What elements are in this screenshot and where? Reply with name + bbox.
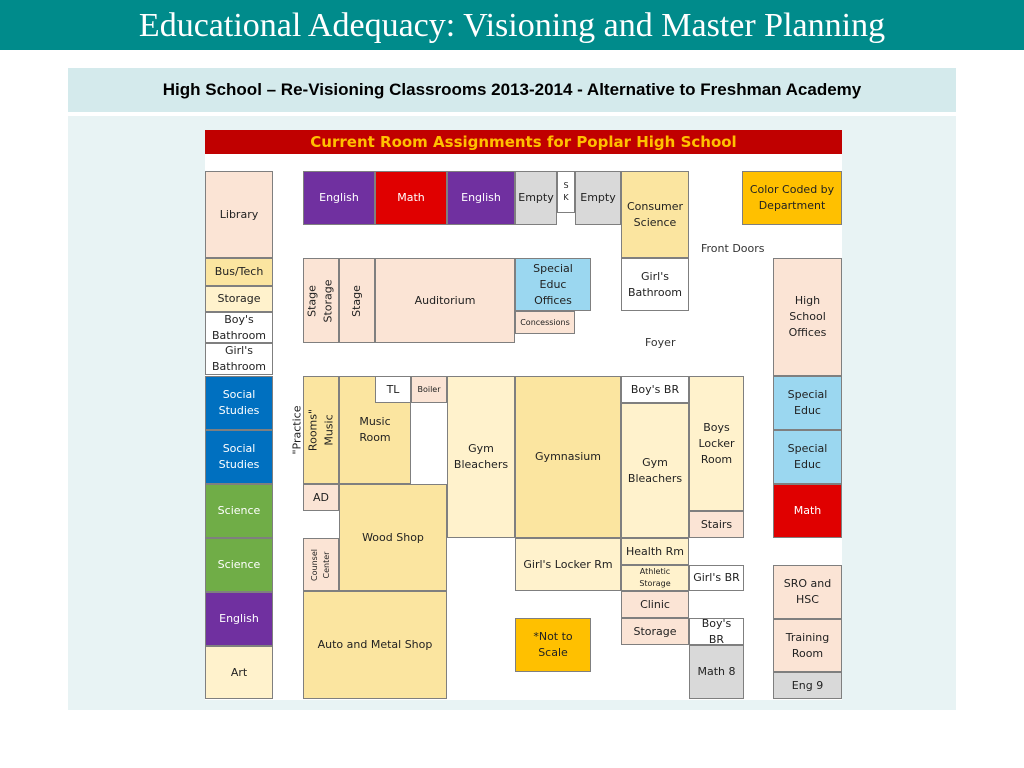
room-label: Consumer Science xyxy=(626,199,684,229)
room-stairs xyxy=(689,511,744,538)
room-label: Science xyxy=(217,558,261,571)
room-english xyxy=(205,592,273,646)
room-english xyxy=(447,171,515,225)
room-gym-bleachers xyxy=(447,376,515,538)
room-math xyxy=(375,171,447,225)
room-label: Math xyxy=(793,504,822,517)
room-boiler xyxy=(411,376,447,403)
room-label: Eng 9 xyxy=(791,678,824,692)
room-health-rm xyxy=(621,538,689,565)
room-label: Gym Bleachers xyxy=(453,442,509,471)
slide-subtitle: High School – Re-Visioning Classrooms 2013-2014 - Alternative to Freshman Academy xyxy=(162,80,862,99)
room-boys-locker-room xyxy=(689,376,744,511)
room-color-coded-by-department xyxy=(742,171,842,225)
room-label: Boy's BR xyxy=(630,382,680,396)
room-label: Boys Locker Room xyxy=(698,420,735,466)
room-label: English xyxy=(319,191,359,204)
room-label: Boy's Bathroom xyxy=(211,312,267,342)
room-label: Gymnasium xyxy=(535,450,601,463)
room-label: English xyxy=(461,191,501,204)
room-label: Empty xyxy=(580,191,616,204)
room-counsel-center xyxy=(303,538,339,591)
front-doors-label: Front Doors xyxy=(701,242,765,255)
room-label: Boy's BR xyxy=(701,616,732,646)
room-english xyxy=(303,171,375,225)
room-label: English xyxy=(219,612,259,625)
slide-title: Educational Adequacy: Visioning and Master Planning xyxy=(138,7,886,44)
room-stage-storage xyxy=(303,258,339,343)
room-label: Social Studies xyxy=(218,442,260,471)
room-label: Wood Shop xyxy=(362,530,424,544)
room-gym-bleachers xyxy=(621,403,689,538)
room-label: High School Offices xyxy=(788,294,827,339)
room-label: Special Educ xyxy=(787,388,828,417)
slide-title-bar xyxy=(0,0,1024,50)
room-empty xyxy=(575,171,621,225)
room-science xyxy=(205,538,273,592)
room-stage xyxy=(339,258,375,343)
room-label: Girl's BR xyxy=(693,571,740,584)
floor-plan-title: Current Room Assignments for Poplar High School xyxy=(205,130,842,154)
room-label: Bus/Tech xyxy=(214,265,264,278)
room-label: Clinic xyxy=(640,597,670,611)
room-concessions xyxy=(515,311,575,334)
room-storage xyxy=(205,286,273,312)
slide-subtitle-bar xyxy=(68,68,956,112)
room-boy-s-br xyxy=(689,618,744,645)
room-label: *Not to Scale xyxy=(533,630,573,659)
room-social-studies xyxy=(205,376,273,430)
room-math xyxy=(773,484,842,538)
room-s-k xyxy=(557,171,575,213)
room-eng-9 xyxy=(773,672,842,699)
room-girl-s-br xyxy=(689,565,744,591)
room-label: Special Educ Offices xyxy=(533,261,573,307)
room-label: Girl's Bathroom xyxy=(211,344,267,373)
room-girl-s-locker-rm xyxy=(515,538,621,591)
room-library xyxy=(205,171,273,258)
room-label: Library xyxy=(219,207,259,221)
room-clinic xyxy=(621,591,689,618)
foyer-label: Foyer xyxy=(645,336,676,349)
room-label: "Practice Rooms" Music xyxy=(290,405,335,455)
room-label: S K xyxy=(563,181,569,202)
room-gymnasium xyxy=(515,376,621,538)
room-label: Math 8 xyxy=(697,665,736,678)
room-storage xyxy=(621,618,689,645)
room-label: SRO and HSC xyxy=(783,577,832,606)
room-bus-tech xyxy=(205,258,273,286)
room-label: Girl's Locker Rm xyxy=(523,557,613,571)
room-label: Girl's Bathroom xyxy=(627,269,683,299)
room-label: Stairs xyxy=(700,517,733,531)
room-consumer-science xyxy=(621,171,689,258)
room-label: Empty xyxy=(518,191,554,204)
room-auto-and-metal-shop xyxy=(303,591,447,699)
room-wood-shop xyxy=(339,484,447,591)
room-label: Athletic Storage xyxy=(639,567,671,588)
room-label: Color Coded by Department xyxy=(749,183,835,212)
room-science xyxy=(205,484,273,538)
room-tl xyxy=(375,376,411,403)
room-label: Science xyxy=(217,504,261,517)
room-special-educ xyxy=(773,376,842,430)
room-label: Health Rm xyxy=(626,544,684,558)
room-label: AD xyxy=(313,490,329,504)
room-label: Training Room xyxy=(785,630,830,660)
room-label: Music Room xyxy=(359,415,391,444)
room-label: Social Studies xyxy=(218,388,260,417)
room-training-room xyxy=(773,619,842,672)
room-label: Auto and Metal Shop xyxy=(317,638,433,651)
room-art xyxy=(205,646,273,699)
room-high-school-offices xyxy=(773,258,842,376)
room-special-educ-offices xyxy=(515,258,591,311)
room-label: Counsel Center xyxy=(310,548,331,581)
room-label: Math xyxy=(397,191,425,204)
room-label: Art xyxy=(230,665,248,679)
room-social-studies xyxy=(205,430,273,484)
room-sro-and-hsc xyxy=(773,565,842,619)
room-not-to-scale xyxy=(515,618,591,672)
room-boy-s-bathroom xyxy=(205,312,273,343)
room-girl-s-bathroom xyxy=(621,258,689,311)
room-label: Stage Storage xyxy=(306,278,335,323)
room-label: Storage xyxy=(217,292,261,305)
room-special-educ xyxy=(773,430,842,484)
room-label: Special Educ xyxy=(787,442,828,471)
room-practice-rooms-music-storage xyxy=(290,376,339,484)
room-auditorium xyxy=(375,258,515,343)
room-athletic-storage xyxy=(621,565,689,591)
room-label: TL xyxy=(386,382,400,396)
room-label: Gym Bleachers xyxy=(627,455,683,485)
room-label: Boiler xyxy=(417,384,441,394)
room-boy-s-br xyxy=(621,376,689,403)
room-girl-s-bathroom xyxy=(205,343,273,375)
room-label: Stage xyxy=(350,284,363,317)
room-math-8 xyxy=(689,645,744,699)
room-label: Storage xyxy=(633,624,677,638)
room-label: Concessions xyxy=(520,317,570,327)
room-ad xyxy=(303,484,339,511)
room-label: Auditorium xyxy=(414,293,476,307)
room-empty xyxy=(515,171,557,225)
